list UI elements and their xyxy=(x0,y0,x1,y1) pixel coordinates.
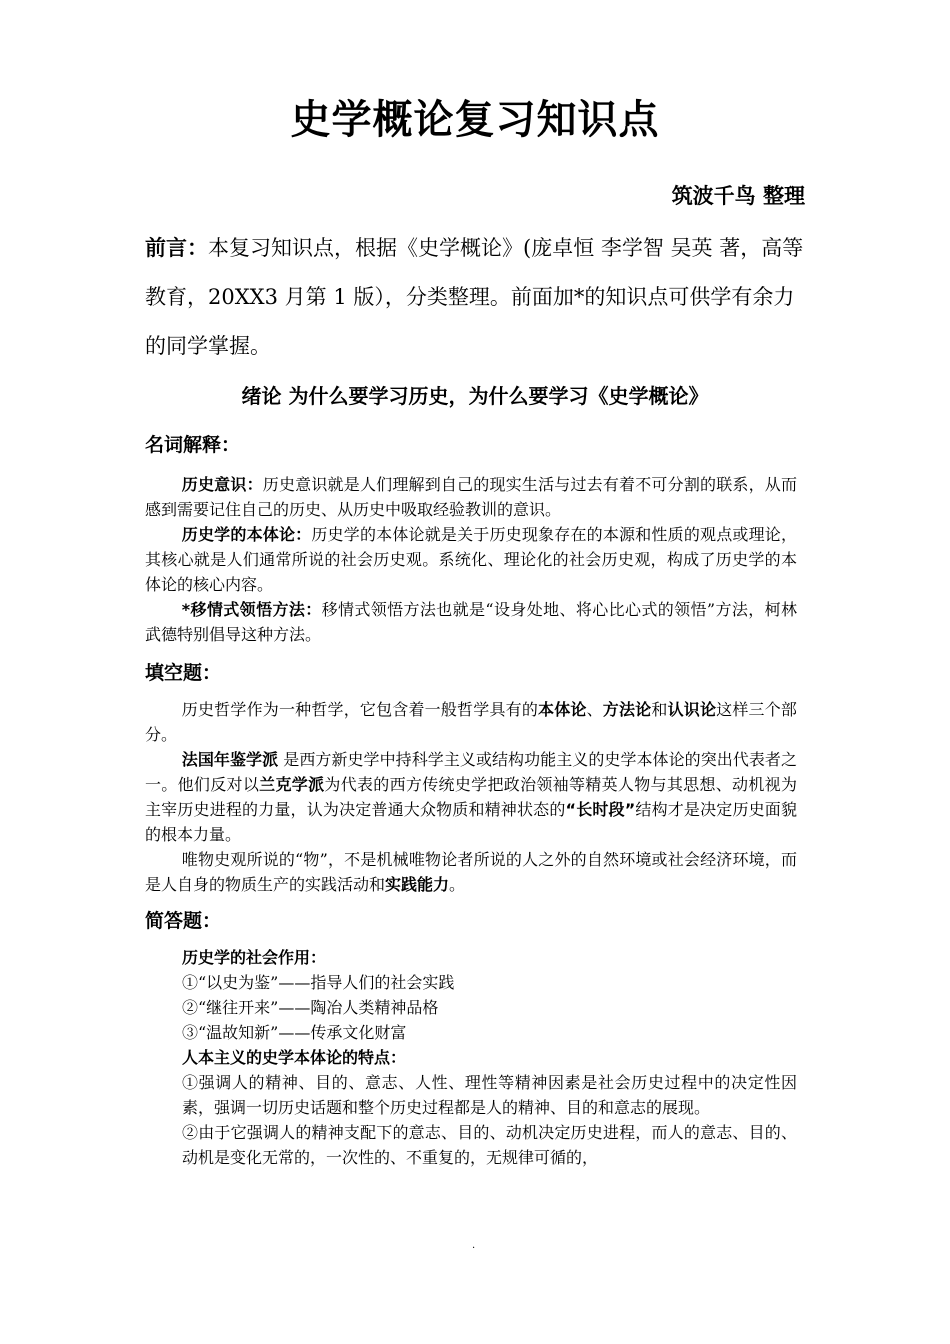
terms-heading: 名词解释： xyxy=(145,434,241,456)
author-line: 筑波千鸟 整理 xyxy=(671,184,805,208)
term-item xyxy=(145,472,797,522)
fill-text: 这样三个部分。 xyxy=(145,700,797,744)
preface-paragraph xyxy=(145,224,805,371)
fill-answer: 法国年鉴学派 xyxy=(181,750,279,769)
term-definition: 移情式领悟方法也就是“设身处地、将心比心式的领悟”方法，柯林武德特别倡导这种方法。 xyxy=(145,600,797,644)
fill-item xyxy=(145,847,797,897)
chapter-title: 绪论 为什么要学习历史，为什么要学习《史学概论》 xyxy=(241,384,709,408)
term-item xyxy=(145,597,797,647)
term-item xyxy=(145,522,797,597)
fill-item xyxy=(145,697,797,747)
term-label: 历史学的本体论： xyxy=(181,525,312,544)
fill-answer: 本体论 xyxy=(538,700,587,719)
fill-block xyxy=(145,697,797,897)
fill-text: 、 xyxy=(586,700,603,719)
fill-text: 历史哲学作为一种哲学，它包含着一般哲学具有的 xyxy=(181,700,539,719)
term-label: *移情式领悟方法： xyxy=(181,600,322,619)
answer-item: ②由于它强调人的精神支配下的意志、目的、动机决定历史进程，而人的意志、目的、动机是变化无常的，一次性的、不重复的，无规律可循的， xyxy=(182,1123,797,1167)
short-block xyxy=(145,945,797,1170)
question-title: 人本主义的史学本体论的特点： xyxy=(182,1048,407,1067)
fill-text: 为代表的西方传统史学把政治领袖等精英人物与其思想、动机视为主宰历史进程的力量，认为决定普通大众物质和精神状态的 xyxy=(145,775,797,819)
answer-item: ②“继往开来”——陶冶人类精神品格 xyxy=(182,998,439,1017)
question-title: 历史学的社会作用： xyxy=(182,948,327,967)
fill-answer: 兰克学派 xyxy=(259,775,325,794)
preface-lead: 前言： xyxy=(145,236,208,260)
fill-text: 唯物史观所说的“物”，不是机械唯物论者所说的人之外的自然环境或社会经济环境，而是人自身的物质生产的实践活动和 xyxy=(145,850,797,894)
page-footer-mark: . xyxy=(472,1240,476,1251)
term-definition: 历史学的本体论就是关于历史现象存在的本源和性质的观点或理论，其核心就是人们通常所说的社会历史观。系统化、理论化的社会历史观，构成了历史学的本体论的核心内容。 xyxy=(145,525,797,594)
fill-answer: 认识论 xyxy=(667,700,717,719)
page-title: 史学概论复习知识点 xyxy=(290,97,660,143)
answer-item: ③“温故知新”——传承文化财富 xyxy=(182,1023,407,1042)
fill-answer: 方法论 xyxy=(602,700,652,719)
answer-item: ①强调人的精神、目的、意志、人性、理性等精神因素是社会历史过程中的决定性因素，强调一切历史话题和整个历史过程都是人的精神、目的和意志的展现。 xyxy=(182,1073,797,1117)
answer-item: ①“以史为鉴”——指导人们的社会实践 xyxy=(182,973,455,992)
fill-text: 和 xyxy=(651,700,668,719)
term-definition: 历史意识就是人们理解到自己的现实生活与过去有着不可分割的联系，从而感到需要记住自己的历史、从历史中吸取经验教训的意识。 xyxy=(145,475,797,519)
terms-block xyxy=(145,472,797,647)
fill-item xyxy=(145,747,797,847)
fill-text: 结构才是决定历史面貌的根本力量。 xyxy=(145,800,797,844)
fill-answer: 实践能力 xyxy=(385,875,450,894)
preface-text: 本复习知识点，根据《史学概论》(庞卓恒 李学智 吴英 著，高等教育，20XX3 月第 1 版），分类整理。前面加*的知识点可供学有余力的同学掌握。 xyxy=(145,236,804,358)
term-label: 历史意识： xyxy=(181,475,263,494)
fill-heading: 填空题： xyxy=(145,662,222,684)
fill-answer: “长时段” xyxy=(565,800,636,819)
short-heading: 简答题： xyxy=(145,910,222,932)
fill-text: 是西方新史学中持科学主义或结构功能主义的史学本体论的突出代表者之一。他们反对以 xyxy=(145,750,797,794)
fill-text: 。 xyxy=(449,875,466,894)
